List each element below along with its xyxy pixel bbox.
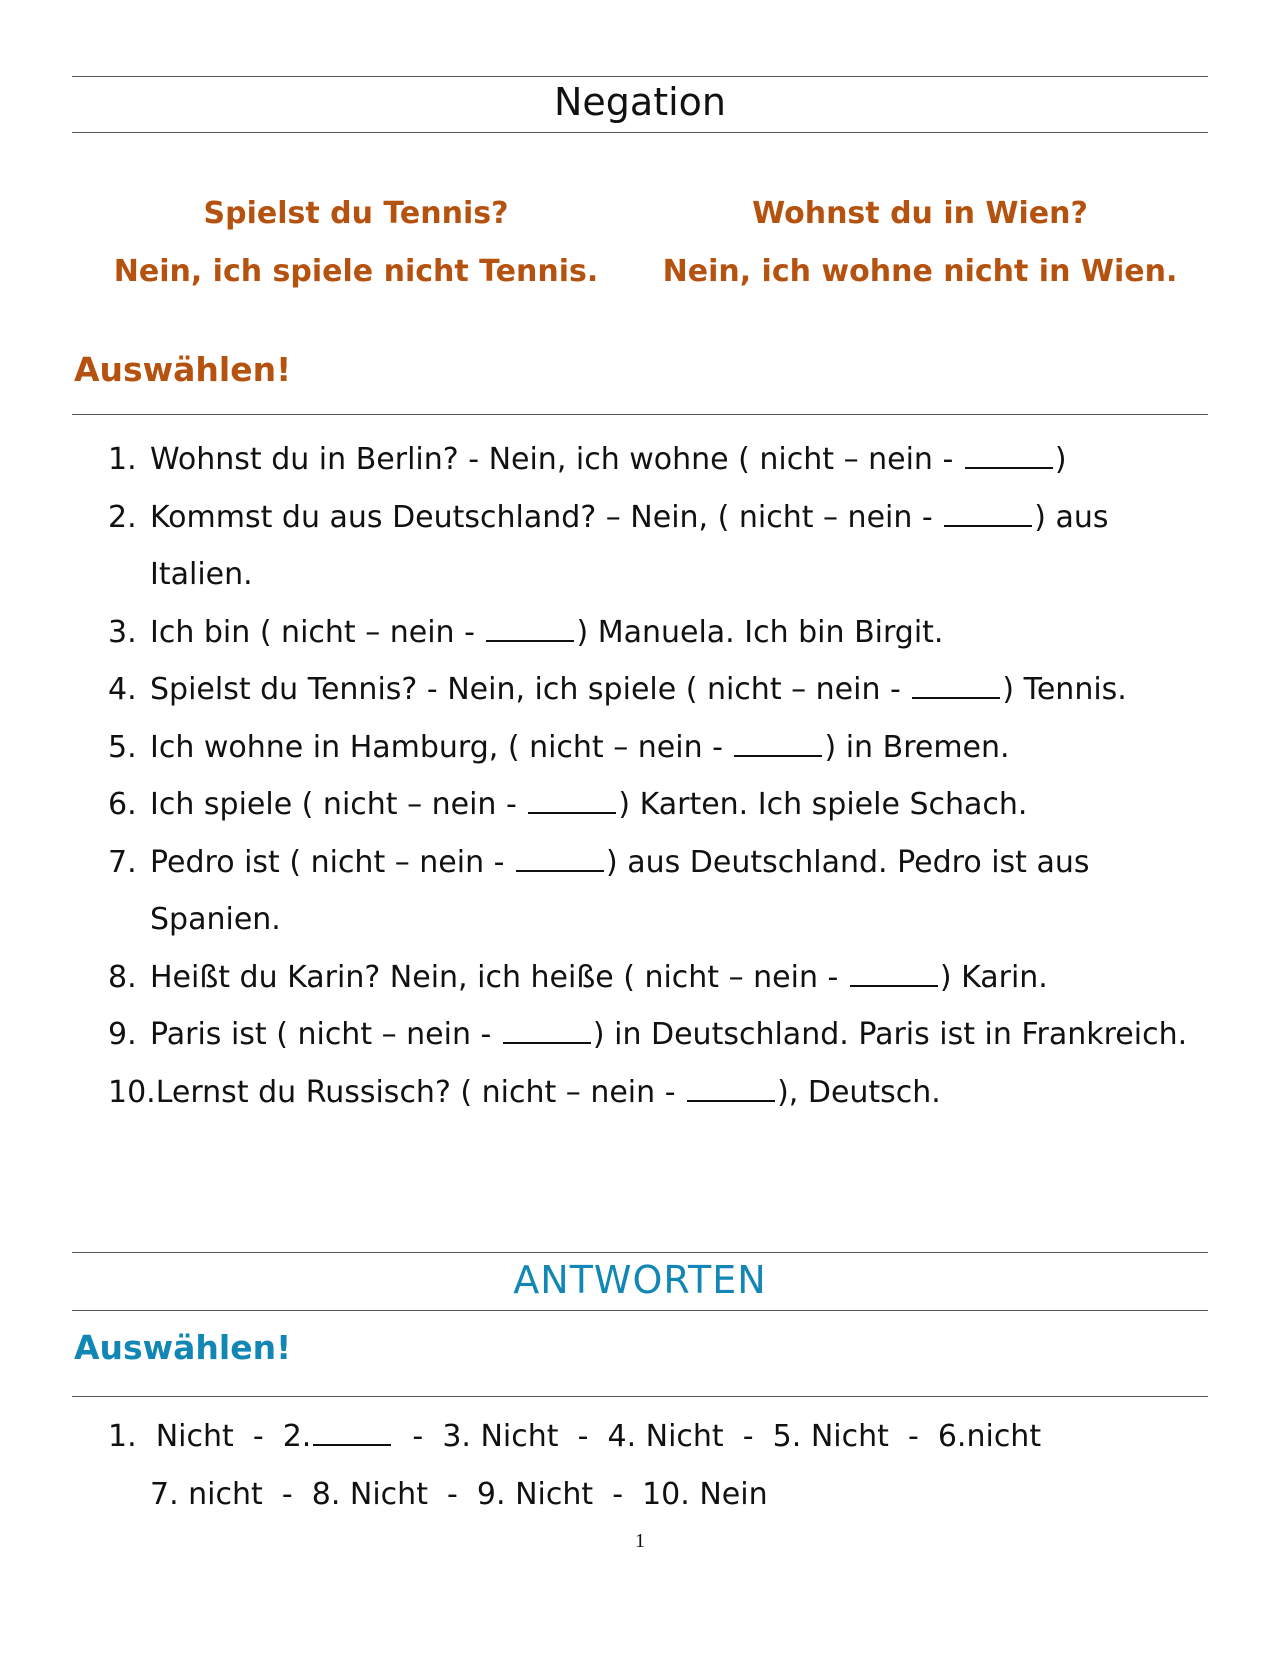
answer-blank[interactable] [486, 636, 574, 642]
example-answer-1: Nein, ich spiele nicht Tennis. [113, 254, 599, 289]
answers-title: ANTWORTEN [513, 1258, 767, 1302]
exercise-text: Pedro ist ( nicht – nein - [150, 844, 514, 880]
exercise-item [108, 431, 1208, 489]
exercise-text: Lernst du Russisch? ( nicht – nein - [155, 1074, 686, 1110]
exercise-text-end: ) Karten. Ich spiele Schach. [618, 787, 1028, 822]
exercise-list [108, 431, 1208, 1121]
answer-blank[interactable] [734, 751, 822, 757]
answer-blank[interactable] [850, 981, 938, 987]
section-heading: Auswählen! [74, 350, 292, 389]
exercise-text-end: ), Deutsch. [777, 1074, 941, 1110]
exercise-item [108, 489, 1208, 604]
answers-line-1-end: - 3. Nicht - 4. Nicht - 5. Nicht - 6.nicht [393, 1419, 1042, 1454]
exercise-text: Wohnst du in Berlin? - Nein, ich wohne ( nicht – nein - [150, 442, 963, 477]
exercise-number: 7. [108, 844, 137, 880]
exercise-item [108, 949, 1208, 1007]
exercise-text-end: ) Manuela. Ich bin Birgit. [576, 614, 944, 650]
exercise-number: 6. [108, 787, 137, 822]
exercise-text-end: ) aus Italien. [150, 499, 1109, 592]
exercise-text-end: ) Tennis. [1002, 672, 1127, 707]
answers-line-1-start: 1. Nicht - 2. [108, 1419, 312, 1454]
exercise-text-end: ) [1054, 442, 1067, 477]
answers-title-rule [72, 1310, 1208, 1311]
title-top-rule [72, 76, 1208, 77]
example-answer-2: Nein, ich wohne nicht in Wien. [662, 254, 1178, 289]
answer-blank[interactable] [912, 693, 1000, 699]
exercise-number: 3. [108, 614, 137, 650]
exercise-text: Ich wohne in Hamburg, ( nicht – nein - [150, 729, 733, 765]
exercise-number: 8. [108, 959, 137, 995]
answers-heading: Auswählen! [74, 1328, 292, 1367]
exercise-text: Kommst du aus Deutschland? – Nein, ( nicht – nein - [150, 499, 943, 535]
exercise-number: 5. [108, 729, 137, 765]
page-number: 1 [635, 1530, 645, 1552]
exercise-number: 10. [108, 1074, 156, 1110]
exercise-number: 9. [108, 1017, 137, 1052]
example-question-1: Spielst du Tennis? [203, 196, 509, 231]
answer-blank[interactable] [528, 808, 616, 814]
answer-blank[interactable] [944, 521, 1032, 527]
title-bottom-rule [72, 132, 1208, 133]
exercise-item [108, 1064, 1208, 1122]
exercise-text: Ich spiele ( nicht – nein - [150, 787, 527, 822]
exercise-number: 1. [108, 442, 137, 477]
page-title: Negation [553, 80, 726, 124]
exercise-text-end: ) in Deutschland. Paris ist in Frankreich. [592, 1017, 1188, 1052]
answer-key-blank [313, 1440, 391, 1446]
exercise-item [108, 834, 1208, 949]
answer-blank[interactable] [516, 866, 604, 872]
answer-blank[interactable] [965, 463, 1053, 469]
exercise-text-end: ) in Bremen. [824, 729, 1010, 765]
exercise-text-end: ) Karin. [939, 959, 1048, 995]
exercise-text: Ich bin ( nicht – nein - [150, 614, 485, 650]
exercise-item [108, 776, 1208, 834]
exercise-text: Heißt du Karin? Nein, ich heiße ( nicht – nein - [150, 959, 848, 995]
answer-blank[interactable] [687, 1096, 775, 1102]
exercise-item [108, 661, 1208, 719]
exercise-item [108, 719, 1208, 777]
exercise-item [108, 1006, 1208, 1064]
answer-blank[interactable] [503, 1038, 591, 1044]
section-rule [72, 414, 1208, 415]
exercise-item [108, 604, 1208, 662]
example-question-2: Wohnst du in Wien? [752, 196, 1088, 231]
exercise-number: 2. [108, 499, 137, 535]
exercise-text: Spielst du Tennis? - Nein, ich spiele ( nicht – nein - [150, 672, 911, 707]
exercise-text: Paris ist ( nicht – nein - [150, 1017, 501, 1052]
exercise-number: 4. [108, 672, 137, 707]
answers-top-rule [72, 1252, 1208, 1253]
answers-line-2: 7. nicht - 8. Nicht - 9. Nicht - 10. Nein [150, 1477, 768, 1512]
answers-line-1 [108, 1408, 1041, 1465]
exercise-text-end: ) aus Deutschland. Pedro ist aus Spanien. [150, 844, 1090, 937]
answers-heading-rule [72, 1396, 1208, 1397]
